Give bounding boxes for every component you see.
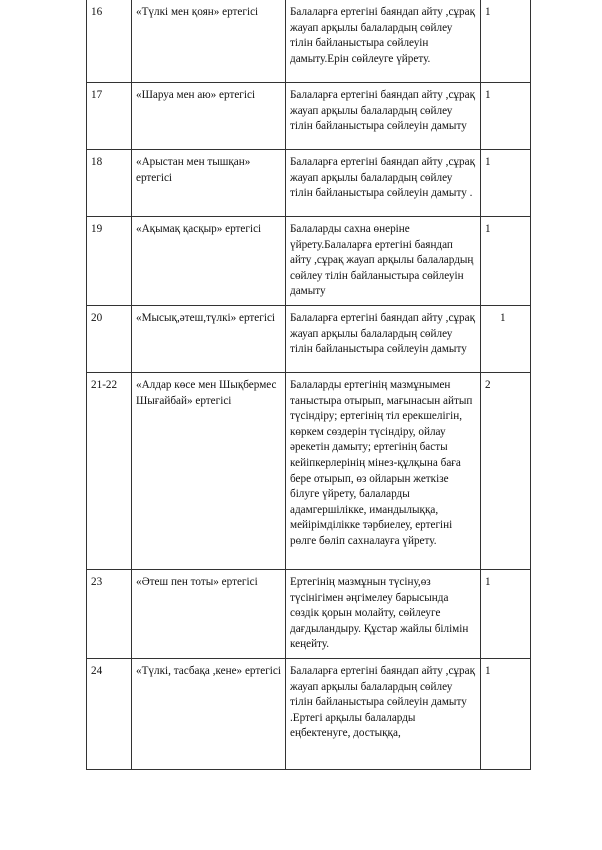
- lesson-hours: 1: [481, 0, 531, 83]
- lesson-description: Ертегінің мазмұнын түсіну,өз түсінігімен әңгімелеу барысында сөздік қорын молайту, сөйлеуге дағдыландыру. Құстар жайлы білімін кеңейту.: [286, 570, 481, 659]
- table-row: [87, 373, 531, 570]
- lesson-hours: 1: [481, 306, 531, 373]
- lesson-title: «Алдар көсе мен Шықбермес Шығайбай» ертегісі: [132, 373, 286, 570]
- table-row: [87, 659, 531, 770]
- lesson-number: 16: [87, 0, 132, 83]
- lesson-description: Балаларды сахна өнеріне үйрету.Балаларға ертегіні баяндап айту ,сұрақ жауап арқылы балалардың сөйлеу тілін байланыстыра сөйлеуін дамыту: [286, 217, 481, 306]
- table-row: [87, 570, 531, 659]
- lesson-description: Балаларға ертегіні баяндап айту ,сұрақ жауап арқылы балалардың сөйлеу тілін байланыстыра сөйлеуін дамыту.Ерін сөйлеуге үйрету.: [286, 0, 481, 83]
- lesson-hours: 1: [481, 659, 531, 770]
- lesson-number: 24: [87, 659, 132, 770]
- table-row: [87, 306, 531, 373]
- lesson-number: 17: [87, 83, 132, 150]
- lesson-title: «Шаруа мен аю» ертегісі: [132, 83, 286, 150]
- lesson-description: Балаларға ертегіні баяндап айту ,сұрақ жауап арқылы балалардың сөйлеу тілін байланыстыра сөйлеуін дамыту .Ертегі арқылы балаларды еңбектенуге, достыққа,: [286, 659, 481, 770]
- lesson-hours: 2: [481, 373, 531, 570]
- lesson-plan-table: [86, 0, 531, 770]
- lesson-title: «Арыстан мен тышқан» ертегісі: [132, 150, 286, 217]
- lesson-hours: 1: [481, 150, 531, 217]
- table-row: [87, 83, 531, 150]
- lesson-number: 21-22: [87, 373, 132, 570]
- lesson-title: «Түлкі, тасбақа ,кене» ертегісі: [132, 659, 286, 770]
- lesson-number: 20: [87, 306, 132, 373]
- lesson-description: Балаларға ертегіні баяндап айту ,сұрақ жауап арқылы балалардың сөйлеу тілін байланыстыра сөйлеуін дамыту: [286, 306, 481, 373]
- table-row: [87, 150, 531, 217]
- table-row: [87, 217, 531, 306]
- lesson-title: «Түлкі мен қоян» ертегісі: [132, 0, 286, 83]
- lesson-number: 18: [87, 150, 132, 217]
- lesson-title: «Ақымақ қасқыр» ертегісі: [132, 217, 286, 306]
- lesson-description: Балаларға ертегіні баяндап айту ,сұрақ жауап арқылы балалардың сөйлеу тілін байланыстыра сөйлеуін дамыту .: [286, 150, 481, 217]
- lesson-number: 23: [87, 570, 132, 659]
- lesson-hours: 1: [481, 217, 531, 306]
- lesson-title: «Мысық,әтеш,түлкі» ертегісі: [132, 306, 286, 373]
- lesson-title: «Әтеш пен тоты» ертегісі: [132, 570, 286, 659]
- lesson-description: Балаларға ертегіні баяндап айту ,сұрақ жауап арқылы балалардың сөйлеу тілін байланыстыра сөйлеуін дамыту: [286, 83, 481, 150]
- lesson-hours: 1: [481, 570, 531, 659]
- lesson-number: 19: [87, 217, 132, 306]
- lesson-hours: 1: [481, 83, 531, 150]
- table-row: [87, 0, 531, 83]
- lesson-description: Балаларды ертегінің мазмұнымен таныстыра отырып, мағынасын айтып түсіндіру; ертегінің тіл ерекшелігін, көркем сөздерін түсіндіру, ойлау әрекетін дамыту; ертегінің басты кейіпкерлерінің мінез-құлқына баға бере отырып, өз ойларын жеткізе білуге үйрету, балаларды адамгершілікке, имандылыққа, мейірімділікке тәрбиелеу, ертегіні рөлге бөліп сахналауға үйрету.: [286, 373, 481, 570]
